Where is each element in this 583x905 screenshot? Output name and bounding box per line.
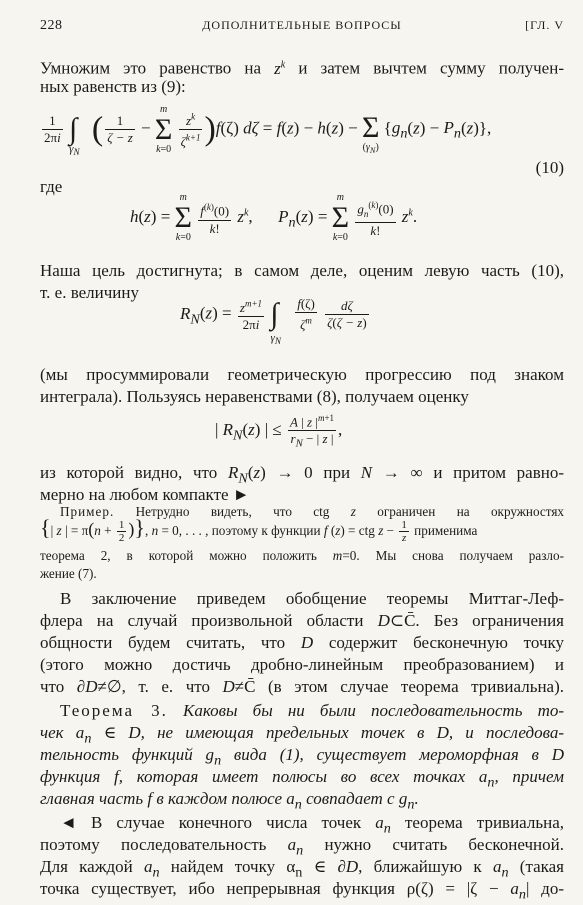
page-number: 228 bbox=[40, 18, 63, 33]
para2-line1: Наша цель достигнута; в самом деле, оценим левую часть (10), bbox=[40, 261, 564, 280]
para5-line1: В заключение приведем обобщение теоремы Миттаг-Леф- bbox=[60, 589, 564, 608]
equation-number-10: (10) bbox=[535, 158, 564, 177]
running-title: ДОПОЛНИТЕЛЬНЫЕ ВОПРОСЫ bbox=[202, 18, 402, 32]
para1-line2: ных равенств из (9): bbox=[40, 77, 186, 96]
chapter-label: [ГЛ. V bbox=[525, 18, 564, 32]
theorem-line3: тельность функций $g_n$ вида (1), существует мероморфная в D bbox=[40, 745, 564, 769]
para1-line1: Умножим это равенство на $z^k$ и затем вычтем сумму получен- bbox=[40, 58, 564, 78]
where-label: где bbox=[40, 177, 63, 196]
equation-RN: $R_N(z)$ = $\frac{z^{m+1}}{2\pi i}$ $\int_{\gamma_N}$ $\frac{f(\zeta)}{\zeta^m}$ $\frac{d\zeta}{\zeta(\zeta - z)}$ bbox=[180, 296, 367, 347]
example-line2: {| z | = π(n + $\frac{1}{2}$ )}, n = 0, . . . , поэтому к функции f (z) = ctg z − $\frac{1}{z}$ применима bbox=[40, 515, 478, 545]
theorem-line2: чек $a_n$ ∈ D, не имеющая предельных точек в D, и последова- bbox=[40, 723, 565, 747]
equation-h-Pn: h(z) = m Σ k=0 $\frac{f^{(k)}(0)}{k!}$ $z^k$, $P_n(z)$ = m Σ k=0 $\frac{g_n^{(k)}(0)}{k!}$ $z^k$. bbox=[130, 192, 418, 243]
equation-estimate: | $R_N(z)$ | ≤ $\frac{A | z |^{m+1}}{r_N - | z |}$ , bbox=[215, 410, 342, 452]
proof-line4: точка существует, ибо непрерывная функция $\rho(\zeta) = |\zeta - a_n|$ до- bbox=[40, 879, 564, 903]
para5-line3: общности будем считать, что D содержит бесконечную точку bbox=[40, 633, 565, 652]
running-header bbox=[40, 18, 564, 38]
para4-line1: из которой видно, что $R_N(z) \to 0$ при N → ∞ и притом равно- bbox=[40, 463, 564, 487]
proof-line1: ◄ В случае конечного числа точек $a_n$ теорема тривиальна, bbox=[60, 813, 564, 837]
para5-line2: флера на случай произвольной области D⊂C̄. Без ограничения bbox=[40, 611, 564, 630]
example-line4: жение (7). bbox=[40, 566, 97, 581]
theorem-line4: функция f, которая имеет полюсы во всех точках $a_n$, причем bbox=[40, 767, 564, 791]
para5-line4: (этого можно достичь дробно-линейным преобразованием) и bbox=[40, 655, 564, 674]
example-line1: Пример. Нетрудно видеть, что ctg z ограничен на окружностях bbox=[60, 504, 564, 519]
para2-line2: т. е. величину bbox=[40, 283, 139, 302]
example-line3: теорема 2, в которой можно положить m=0. Мы снова получаем разло- bbox=[40, 548, 564, 563]
para3-line2: интеграла). Пользуясь неравенствами (8), получаем оценку bbox=[40, 387, 469, 406]
proof-line3: Для каждой $a_n$ найдем точку $\alpha_n$ ∈ ∂D, ближайшую к $a_n$ (такая bbox=[40, 857, 565, 881]
para4-line2: мерно на любом компакте ► bbox=[40, 485, 250, 504]
para5-line5: что ∂D≠∅, т. е. что D≠C̄ (в этом случае теорема тривиальна). bbox=[40, 677, 565, 696]
para3-line1: (мы просуммировали геометрическую прогрессию под знаком bbox=[40, 365, 564, 384]
theorem-line5: главная часть f в каждом полюсе $a_n$ совпадает с $g_n$. bbox=[40, 789, 419, 813]
equation-10: $\frac{1}{2\pi i}$ $\int_{\gamma_N}$ ( $\frac{1}{\zeta - z}$ − m Σ k=0 $\frac{z^k}{\zeta^{k+1}}$ )f(ζ) dζ = f(z) − h(z) − Σ $(\gamma_N)$ $\{g_n(z) - P_n(z)\}$, bbox=[44, 103, 492, 157]
proof-line2: поэтому последовательность $a_n$ нужно считать бесконечной. bbox=[40, 835, 564, 859]
theorem-line1: Теорема 3. Каковы бы ни были последовательность то- bbox=[60, 701, 565, 720]
